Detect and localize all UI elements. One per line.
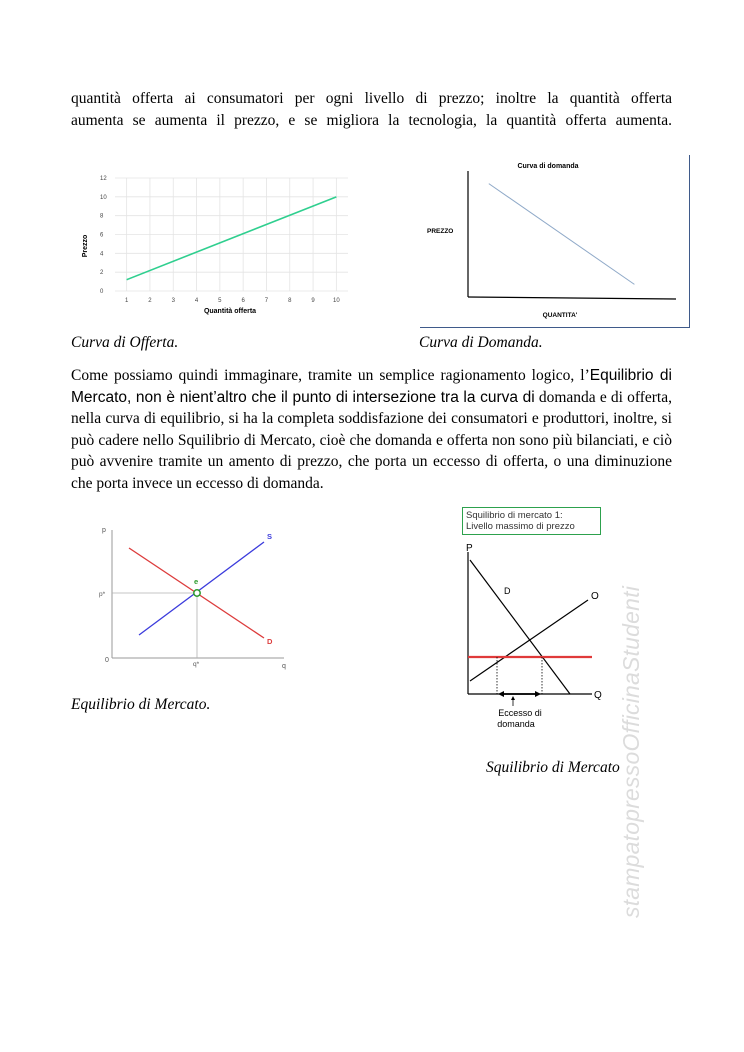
disequilibrium-demand-curve: [470, 560, 570, 694]
body-text-highlight: Equilibrio di Mercato, non è nient’altro che il punto di intersezione tra la curva di: [71, 367, 672, 406]
supply-y-tick: 6: [100, 232, 104, 239]
disequilibrium-x-label: Q: [594, 690, 602, 701]
excess-arrow-left-head: [498, 691, 504, 697]
equilibrium-point-label: e: [194, 577, 199, 586]
supply-x-tick: 7: [264, 298, 269, 304]
caption-disequilibrium: Squilibrio di Mercato: [486, 759, 620, 776]
disequilibrium-y-label: P: [466, 543, 473, 554]
supply-curve-s: [139, 542, 264, 635]
supply-x-tick: 10: [333, 298, 340, 304]
body-paragraph: [71, 365, 672, 494]
supply-line: [127, 197, 337, 280]
watermark: stampatopressoOfficinaStudenti: [618, 585, 644, 918]
intro-line-1: quantità offerta ai consumatori per ogni livello di prezzo; inoltre la quantità offerta: [71, 90, 672, 107]
disequilibrium-title-line-1: Squilibrio di mercato 1:: [466, 510, 563, 521]
demand-y-label: PREZZO: [427, 228, 454, 235]
equilibrium-y-label: p: [102, 527, 106, 534]
intro-line-2: aumenta se aumenta il prezzo, e se migliora la tecnologia, la quantità offerta aumenta.: [71, 111, 672, 129]
disequilibrium-supply-curve: [470, 600, 588, 681]
supply-x-tick: 3: [171, 298, 175, 304]
disequilibrium-supply-label: O: [591, 591, 599, 602]
disequilibrium-title-line-2: Livello massimo di prezzo: [466, 521, 575, 532]
demand-chart-left-edge: [418, 153, 420, 328]
caption-supply: Curva di Offerta.: [71, 334, 179, 351]
excess-label-line-1: Eccesso di: [498, 708, 542, 718]
supply-x-tick: 8: [288, 298, 292, 304]
intro-paragraph: [71, 88, 672, 131]
demand-chart: [418, 153, 690, 328]
disequilibrium-chart: [458, 538, 608, 738]
supply-x-tick: 1: [124, 298, 129, 304]
supply-x-tick: 5: [218, 298, 222, 304]
caption-equilibrium: Equilibrio di Mercato.: [71, 696, 211, 713]
excess-pointer-head: [511, 696, 515, 700]
supply-y-tick: 4: [100, 251, 104, 258]
supply-x-tick: 6: [241, 298, 245, 304]
supply-x-tick: 4: [194, 298, 199, 304]
demand-chart-title: Curva di domanda: [517, 163, 579, 170]
equilibrium-point: [194, 590, 200, 596]
supply-y-label: Prezzo: [82, 234, 89, 258]
caption-demand: Curva di Domanda.: [419, 334, 543, 351]
supply-y-tick: 0: [100, 289, 104, 295]
equilibrium-origin: 0: [105, 657, 109, 664]
supply-grid: [115, 178, 348, 291]
excess-label-line-2: domanda: [497, 719, 535, 729]
supply-y-tick: 12: [100, 176, 107, 182]
equilibrium-chart: [92, 520, 292, 672]
body-text-start: Come possiamo quindi immaginare, tramite un semplice ragionamento logico, l’: [71, 367, 590, 384]
supply-chart: [80, 168, 355, 318]
excess-arrow-right-head: [535, 691, 541, 697]
supply-y-tick: 8: [100, 213, 104, 220]
equilibrium-x-label: q: [282, 663, 286, 670]
demand-x-label: QUANTITA': [542, 312, 578, 319]
supply-y-tick: 10: [100, 194, 107, 201]
equilibrium-quantity-label: q*: [193, 661, 200, 668]
equilibrium-price-label: p*: [99, 591, 106, 598]
supply-y-tick: 2: [100, 270, 104, 277]
demand-curve-label: D: [267, 637, 273, 646]
demand-chart-frame: [419, 154, 690, 328]
supply-x-tick: 9: [311, 298, 315, 304]
supply-x-tick: 2: [148, 298, 152, 304]
disequilibrium-demand-label: D: [504, 586, 511, 596]
supply-curve-label: S: [267, 532, 273, 541]
body-text-end: domanda e di offerta, nella curva di equilibrio, si ha la completa soddisfazione dei consumatori e produttori, inoltre, si può cadere nello Squilibrio di Mercato, cioè che domanda e offerta non sono più bilanciati, e ciò può avvenire tramite un amento di prezzo, che porta un eccesso di offerta, o una diminuzione che porta invece un eccesso di domanda.: [71, 388, 672, 492]
supply-x-label: Quantità offerta: [203, 308, 257, 315]
disequilibrium-title-box: [462, 507, 601, 535]
demand-chart-top-edge: [418, 153, 690, 155]
